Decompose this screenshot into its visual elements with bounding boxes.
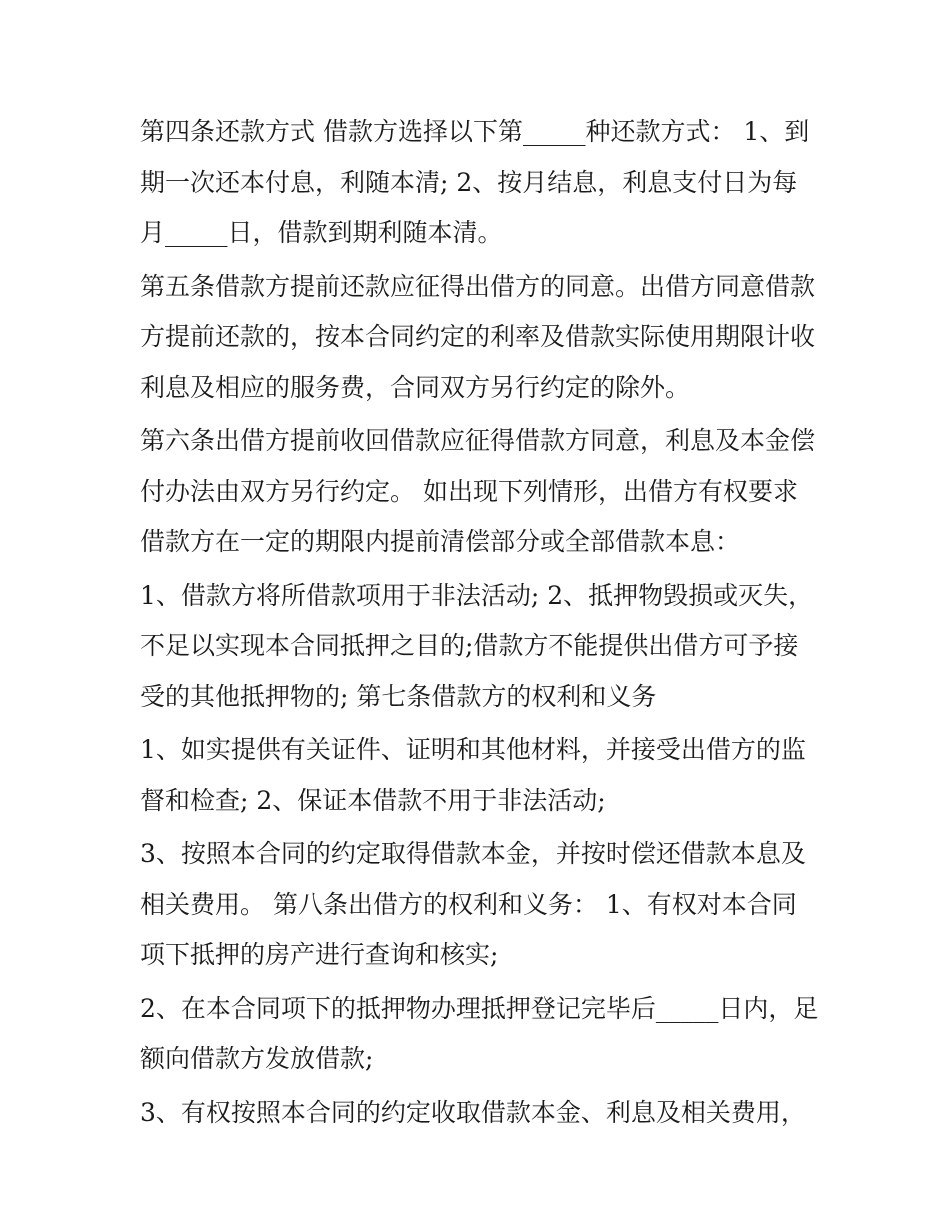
paragraph-article-4-repayment-method: 第四条还款方式 借款方选择以下第_____种还款方式： 1、到期一次还本付息，利随本清; 2、按月结息，利息支付日为每月_____日，借款到期利随本清。 xyxy=(140,117,810,247)
paragraph-borrower-duty-3-article-8: 3、按照本合同的约定取得借款本金，并按时偿还借款本息及相关费用。 第八条出借方的权利和义务： 1、有权对本合同项下抵押的房产进行查询和核实; xyxy=(140,839,806,969)
paragraph-article-6-early-recall: 第六条出借方提前收回借款应征得借款方同意，利息及本金偿付办法由双方另行约定。 如出现下列情形，出借方有权要求借款方在一定的期限内提前清偿部分或全部借款本息： xyxy=(140,426,816,556)
paragraph-article-5-early-repayment: 第五条借款方提前还款应征得出借方的同意。出借方同意借款方提前还款的，按本合同约定的利率及借款实际使用期限计收利息及相应的服务费，合同双方另行约定的除外。 xyxy=(140,271,816,402)
paragraph-borrower-duties-1-2: 1、如实提供有关证件、证明和其他材料，并接受出借方的监督和检查; 2、保证本借款不用于非法活动; xyxy=(140,735,806,815)
paragraph-recall-conditions: 1、借款方将所借款项用于非法活动; 2、抵押物毁损或灭失，不足以实现本合同抵押之目的;借款方不能提供出借方可予接受的其他抵押物的; 第七条借款方的权利和义务 xyxy=(140,580,814,711)
document-body xyxy=(140,107,820,1141)
paragraph-lender-duty-2: 2、在本合同项下的抵押物办理抵押登记完毕后_____日内，足额向借款方发放借款; xyxy=(140,993,819,1073)
paragraph-lender-duty-3: 3、有权按照本合同的约定收取借款本金、利息及相关费用， xyxy=(140,1097,806,1127)
